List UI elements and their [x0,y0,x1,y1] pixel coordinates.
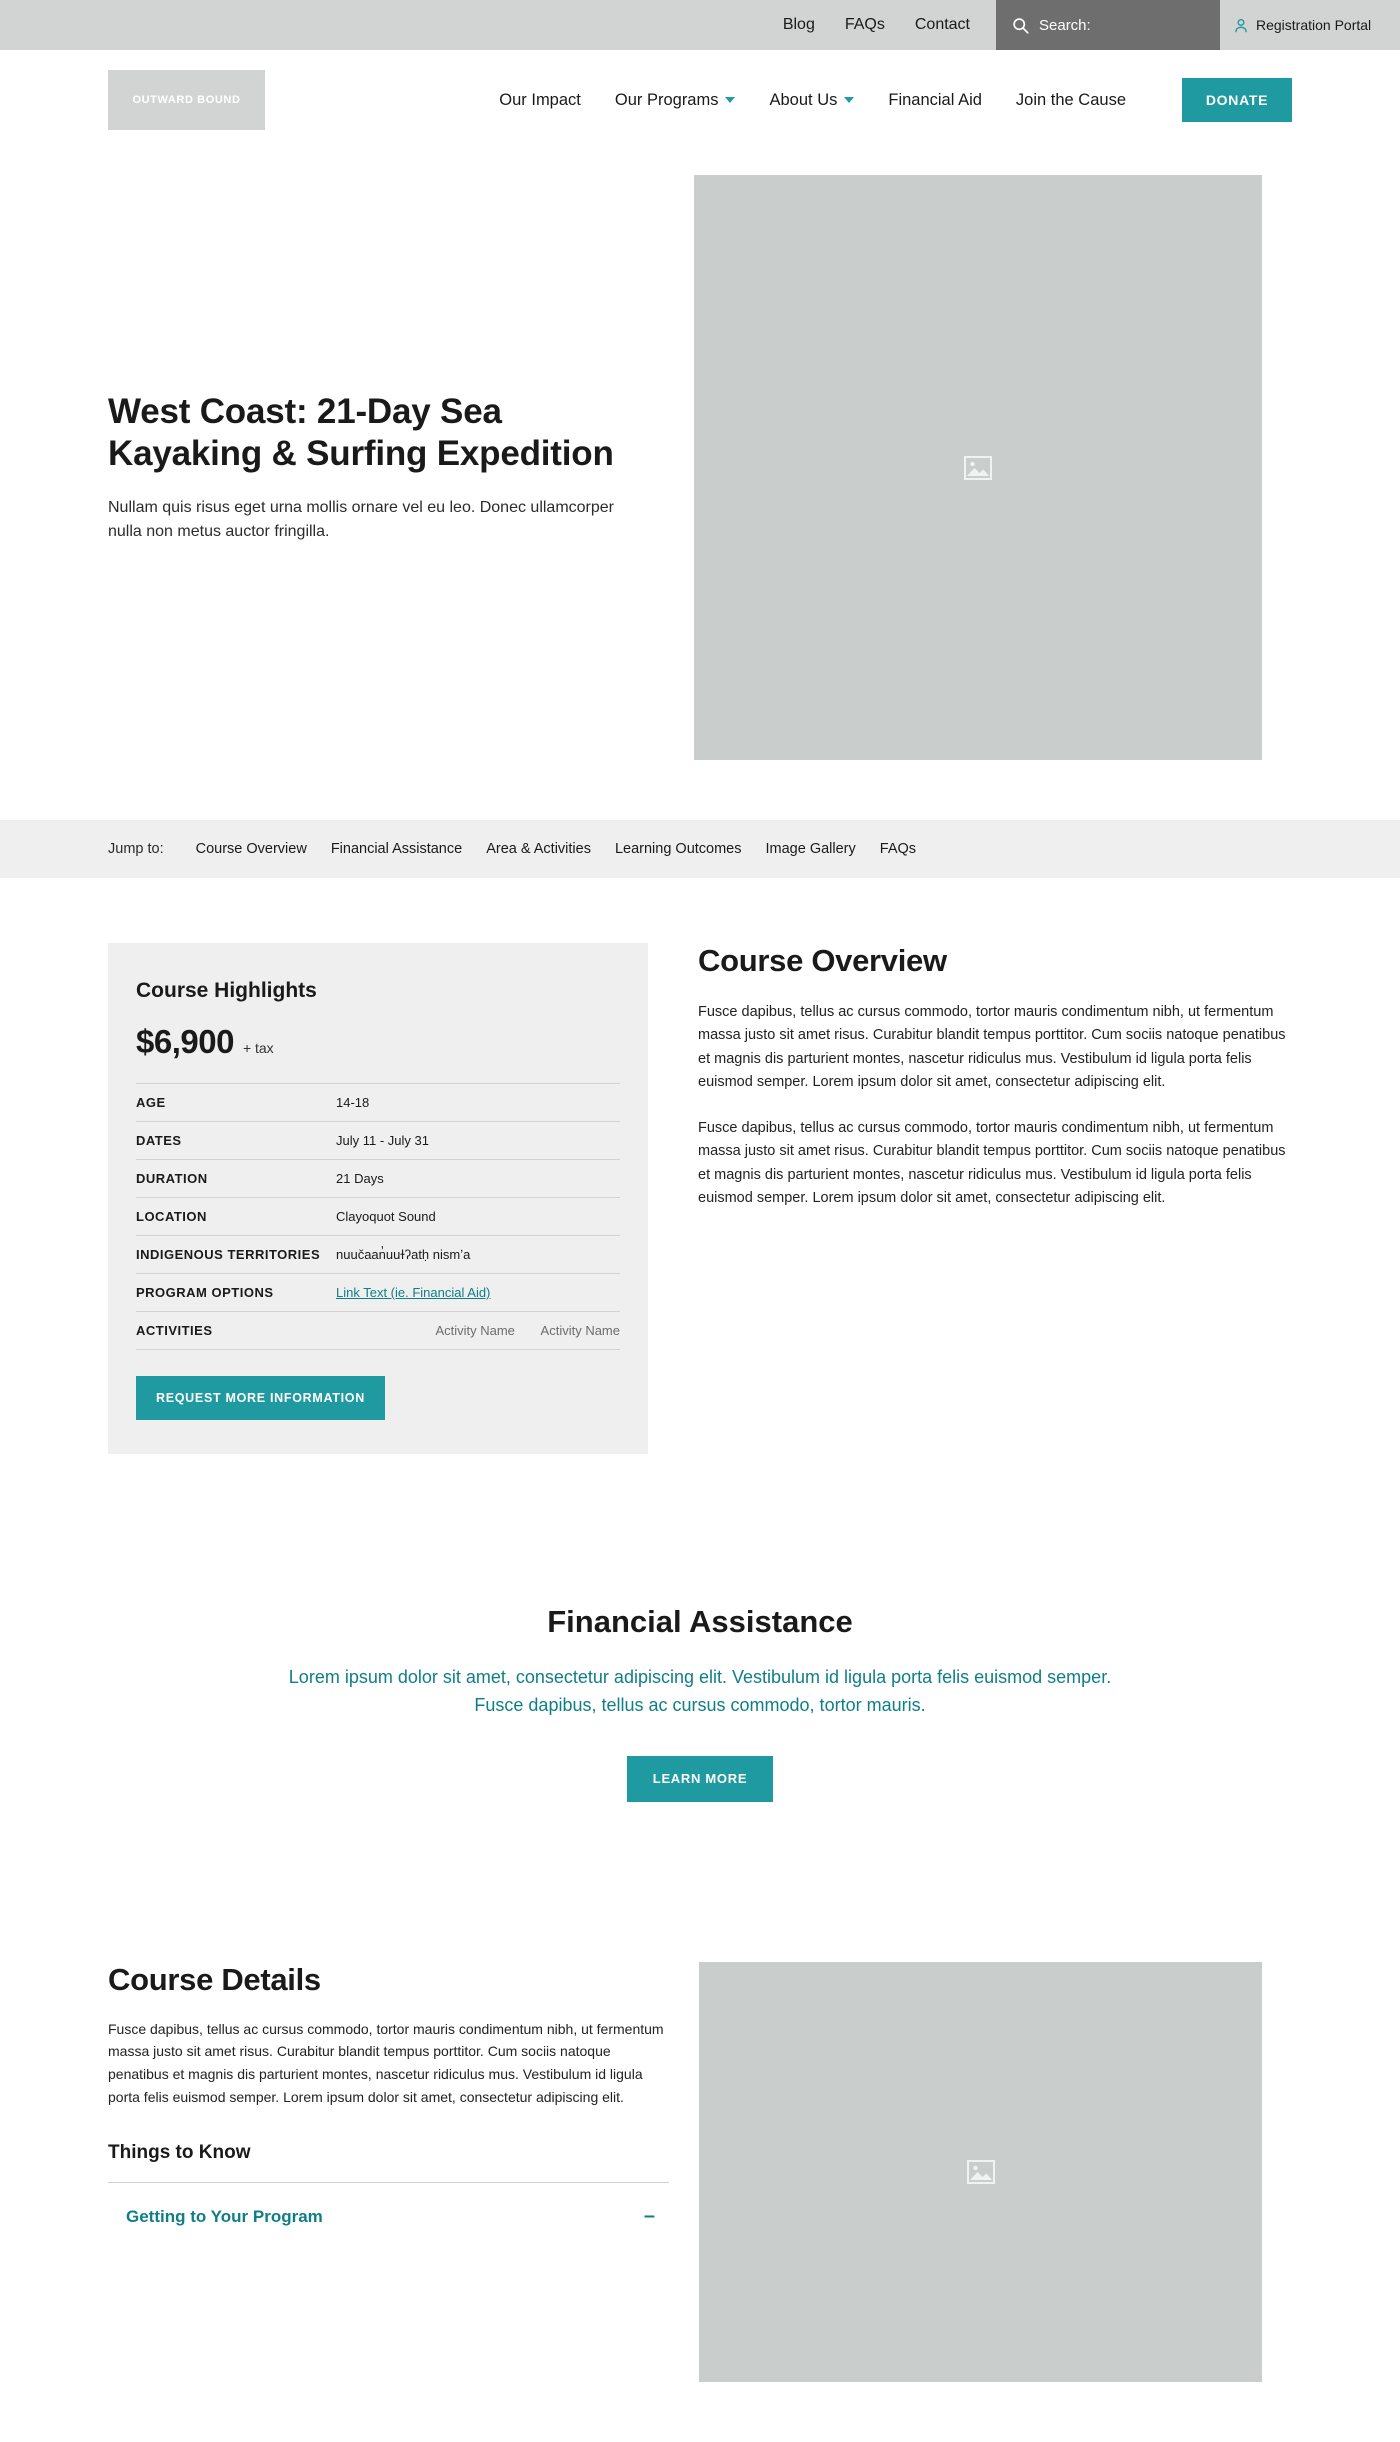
site-logo[interactable]: OUTWARD BOUND [108,70,265,130]
nav-item-label: Financial Aid [888,90,982,109]
price-row [136,1023,620,1061]
accordion-item-label: Getting to Your Program [126,2206,323,2226]
row-key: AGE [136,1095,166,1110]
search-icon [1012,17,1029,34]
jump-link-learning-outcomes[interactable]: Learning Outcomes [614,841,742,857]
row-value: 14-18 [336,1095,370,1110]
course-highlights-card [108,943,648,1454]
chevron-down-icon [844,97,854,103]
registration-portal-link[interactable] [1220,0,1400,50]
hero-text [108,391,654,544]
activity-name: Activity Name [435,1323,515,1338]
row-key: PROGRAM OPTIONS [136,1285,274,1300]
user-icon [1234,18,1248,33]
minus-icon: – [643,2205,656,2228]
nav-item-label: Our Programs [614,90,719,109]
row-key: LOCATION [136,1209,207,1224]
row-key: ACTIVITIES [136,1323,213,1338]
utility-link-blog[interactable]: Blog [782,16,815,33]
course-details-body: Fusce dapibus, tellus ac cursus commodo, tortor mauris condimentum nibh, ut fermentum massa justo sit amet risus. Curabitur blandit tempus porttitor. Cum sociis natoque penatibus et magnis dis parturient montes, nascetur ridiculus mus. Vestibulum id ligula porta felis euismod semper. Lorem ipsum dolor sit amet, consectetur adipiscing elit. [108,2020,664,2105]
course-details-image [699,1962,1262,2382]
jump-to-label: Jump to: [108,841,164,857]
nav-links [499,78,1292,122]
hero-section [0,150,1400,820]
donate-button[interactable]: DONATE [1182,78,1292,122]
row-value: 21 Days [336,1171,384,1186]
page-title: West Coast: 21-Day Sea Kayaking & Surfing Expedition [108,392,614,473]
financial-assistance-body: Lorem ipsum dolor sit amet, consectetur adipiscing elit. Vestibulum id ligula porta felis euismod semper. Fusce dapibus, tellus ac cursus commodo, tortor mauris. [288,1667,1112,1715]
things-to-know-heading: Things to Know [108,2142,251,2164]
row-value: nuučaan̓uuɫʔatḥ nismʼa [336,1247,471,1262]
registration-portal-label: Registration Portal [1256,17,1372,33]
course-overview-paragraph: Fusce dapibus, tellus ac cursus commodo, tortor mauris condimentum nibh, ut fermentum massa justo sit amet risus. Curabitur blandit tempus porttitor. Cum sociis natoque penatibus et magnis dis parturient montes, nascetur ridiculus mus. Vestibulum id ligula porta felis euismod semper. Lorem ipsum dolor sit amet, consectetur adipiscing elit. [698,1004,1286,1091]
nav-item-join-the-cause[interactable] [1016,91,1126,110]
nav-item-label: About Us [769,90,838,109]
course-overview-paragraph: Fusce dapibus, tellus ac cursus commodo, tortor mauris condimentum nibh, ut fermentum massa justo sit amet risus. Curabitur blandit tempus porttitor. Cum sociis natoque penatibus et magnis dis parturient montes, nascetur ridiculus mus. Vestibulum id ligula porta felis euismod semper. Lorem ipsum dolor sit amet, consectetur adipiscing elit. [698,1119,1286,1207]
nav-item-label: Our Impact [499,90,581,109]
jump-link-course-overview[interactable]: Course Overview [195,841,307,857]
learn-more-button[interactable]: LEARN MORE [627,1756,773,1802]
accordion-item-getting-to-your-program[interactable] [108,2182,669,2250]
table-row [136,1084,620,1122]
table-row [136,1198,620,1236]
nav-item-our-impact[interactable] [499,91,581,110]
course-overview-text [668,943,1292,1233]
row-key: DATES [136,1133,182,1148]
course-details-text [108,1962,669,2251]
row-value: July 11 - July 31 [336,1133,429,1148]
nav-item-financial-aid[interactable] [888,91,982,110]
jump-to-bar [0,820,1400,878]
chevron-down-icon [725,97,735,103]
table-row [136,1312,620,1350]
course-price: $6,900 [136,1023,234,1060]
table-row [136,1122,620,1160]
row-key: INDIGENOUS TERRITORIES [136,1247,321,1262]
search-placeholder-text: Search: [1039,16,1091,34]
course-details-heading: Course Details [108,1961,321,1997]
financial-assistance-heading: Financial Assistance [547,1604,853,1639]
nav-item-our-programs[interactable] [615,91,736,110]
table-row [136,1274,620,1312]
hero-subtitle: Nullam quis risus eget urna mollis ornare vel eu leo. Donec ullamcorper nulla non metus auctor fringilla. [108,498,615,540]
financial-assistance-section [0,1524,1400,1902]
table-row [136,1236,620,1274]
row-value: Clayoquot Sound [336,1209,436,1224]
jump-link-area-activities[interactable]: Area & Activities [486,841,591,857]
jump-link-faqs[interactable]: FAQs [879,841,917,857]
program-options-link[interactable]: Link Text (ie. Financial Aid) [336,1285,491,1300]
jump-link-financial-assistance[interactable]: Financial Assistance [330,841,463,857]
course-price-suffix: + tax [242,1040,274,1056]
search-box[interactable] [996,0,1220,50]
activity-name: Activity Name [540,1323,620,1338]
utility-links [783,0,996,50]
course-highlights-heading: Course Highlights [136,979,317,1002]
request-more-information-button[interactable]: REQUEST MORE INFORMATION [136,1376,385,1420]
course-details-section [0,1902,1400,2442]
row-value [336,1312,620,1350]
hero-image [694,175,1262,760]
utility-bar [0,0,1400,50]
utility-link-contact[interactable]: Contact [914,16,970,33]
row-value [336,1274,620,1312]
image-placeholder-icon [963,455,993,481]
main-navigation [0,50,1400,150]
course-overview-heading: Course Overview [698,943,947,978]
nav-item-about-us[interactable] [769,91,854,110]
row-key: DURATION [136,1171,208,1186]
table-row [136,1160,620,1198]
course-overview-section [0,878,1400,1524]
jump-link-image-gallery[interactable]: Image Gallery [765,841,856,857]
utility-link-faqs[interactable]: FAQs [844,16,885,33]
highlights-table [136,1083,620,1350]
nav-item-label: Join the Cause [1015,90,1126,109]
image-placeholder-icon [966,2159,996,2185]
